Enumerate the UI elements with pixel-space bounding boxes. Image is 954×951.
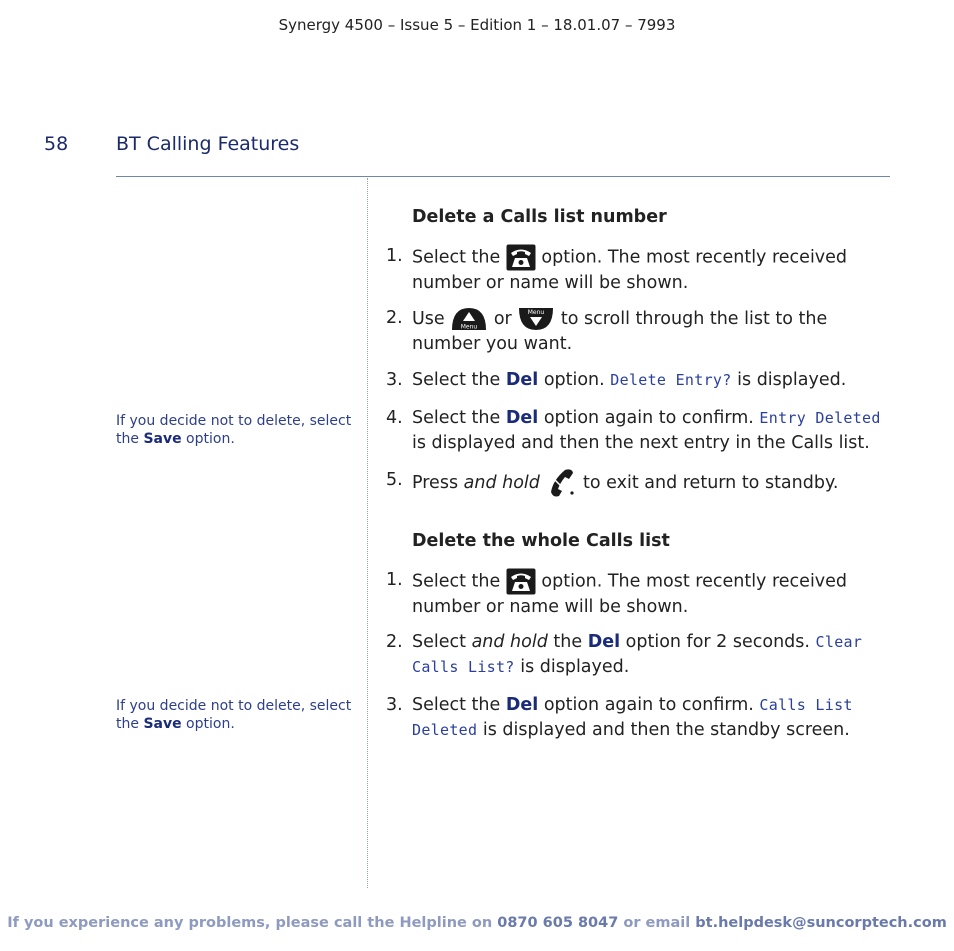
header-rule (116, 176, 890, 177)
step-text: the (547, 632, 588, 652)
helpline-phone: 0870 605 8047 (497, 915, 619, 931)
step-item (386, 368, 896, 393)
step-item (386, 244, 896, 296)
step-text: Select the (412, 247, 506, 268)
display-message: Delete Entry? (610, 371, 732, 389)
footer-text: If you experience any problems, please call the Helpline on (7, 915, 498, 931)
step-item (386, 306, 896, 357)
side-note-text: If you decide not to delete, select the (116, 413, 352, 447)
step-text: option. (538, 370, 611, 390)
scroll-up-menu-icon (450, 306, 488, 332)
scroll-down-menu-icon (517, 306, 555, 332)
step-text: is displayed. (514, 657, 630, 677)
step-text: option. The most recently received number or name will be shown. (412, 571, 848, 617)
step-text: Select the (412, 571, 506, 592)
document-info: Synergy 4500 – Issue 5 – Edition 1 – 18.01.07 – 7993 (278, 16, 676, 34)
phone-calls-icon (506, 244, 536, 271)
step-text: option for 2 seconds. (620, 632, 816, 652)
step-text: Use (412, 309, 451, 329)
phone-calls-icon (506, 568, 536, 595)
step-number: 5. (386, 470, 403, 490)
page-number: 58 (44, 133, 69, 155)
step-number: 2. (386, 308, 403, 328)
step-text: option. The most recently received number or name will be shown. (412, 247, 848, 293)
step-text: option again to confirm. (538, 695, 760, 715)
step-item (386, 468, 896, 498)
step-text: Select the (412, 695, 506, 715)
step-item (386, 406, 896, 456)
section-heading-delete-number: Delete a Calls list number (412, 207, 667, 227)
end-call-icon (545, 468, 577, 498)
step-text: option again to confirm. (538, 408, 760, 428)
helpdesk-email[interactable]: bt.helpdesk@suncorptech.com (695, 915, 947, 931)
step-text: or (488, 309, 518, 329)
del-option-label: Del (505, 408, 539, 428)
step-text: Select the (412, 408, 506, 428)
step-item (386, 630, 896, 680)
display-message: Calls List Deleted (412, 696, 853, 739)
side-note-text: If you decide not to delete, select the (116, 698, 352, 732)
svg-text:Menu: Menu (461, 323, 478, 331)
save-option-label: Save (143, 716, 182, 732)
step-text: to scroll through the list to the number you want. (412, 309, 828, 354)
side-note (116, 412, 356, 448)
side-note-text: option. (181, 431, 235, 447)
side-note-text: option. (181, 716, 235, 732)
step-item (386, 568, 896, 620)
step-item (386, 693, 896, 743)
svg-text:Menu: Menu (528, 309, 545, 316)
step-number: 1. (386, 246, 403, 266)
section-heading-delete-all: Delete the whole Calls list (412, 531, 670, 551)
emphasis-text: and hold (463, 473, 540, 493)
helpline-footer (0, 915, 954, 931)
display-message: Clear Calls List? (412, 633, 863, 676)
step-number: 1. (386, 570, 403, 590)
step-text: is displayed and then the standby screen. (477, 720, 850, 740)
del-option-label: Del (587, 632, 621, 652)
page-section-title: BT Calling Features (116, 133, 300, 155)
step-text: is displayed. (731, 370, 847, 390)
del-option-label: Del (505, 370, 539, 390)
step-text: Press (412, 473, 464, 493)
step-number: 3. (386, 695, 403, 715)
footer-text: or email (618, 915, 696, 931)
display-message: Entry Deleted (759, 409, 881, 427)
emphasis-text: and hold (471, 632, 548, 652)
step-number: 3. (386, 370, 403, 390)
step-text: Select the (412, 370, 506, 390)
column-divider (367, 178, 368, 888)
step-text: Select (412, 632, 472, 652)
step-text: is displayed and then the next entry in the Calls list. (412, 433, 870, 453)
step-text: to exit and return to standby. (577, 473, 839, 493)
step-number: 4. (386, 408, 403, 428)
side-note (116, 697, 356, 733)
save-option-label: Save (143, 431, 182, 447)
del-option-label: Del (505, 695, 539, 715)
step-number: 2. (386, 632, 403, 652)
